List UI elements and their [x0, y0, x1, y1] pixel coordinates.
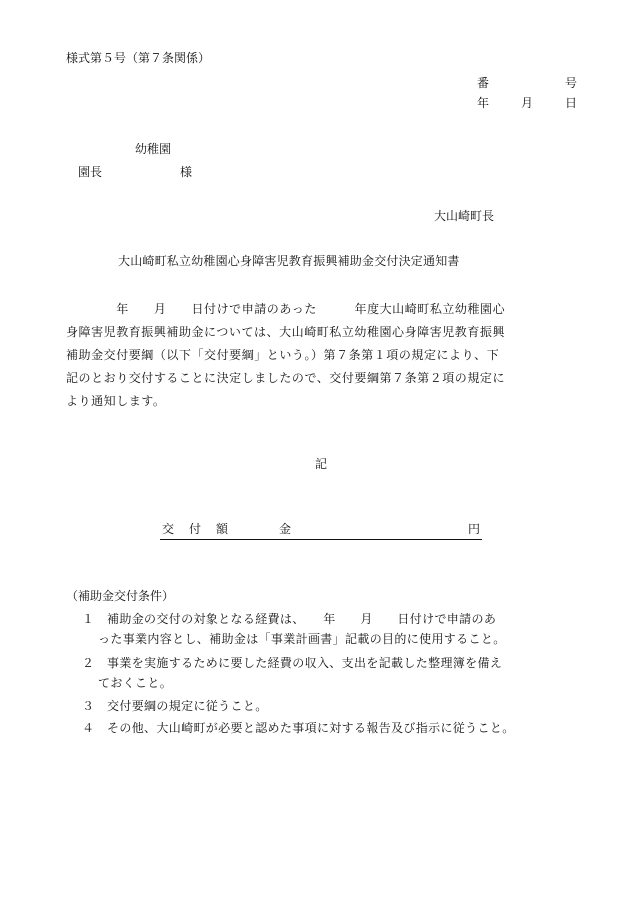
body-line: 補助金交付要綱（以下「交付要綱」という。）第７条第１項の規定により、下: [66, 348, 500, 362]
amount-label: 交付額: [162, 522, 244, 536]
recipient-kindergarten: 幼稚園: [135, 142, 172, 156]
form-reference: 様式第５号（第７条関係）: [66, 51, 211, 65]
condition-text-continued: った事業内容とし、補助金は「事業計画書」記載の目的に使用すること。: [98, 632, 506, 646]
body-line: 年 月 日付けで申請のあった 年度大山崎町私立幼稚園心: [66, 302, 506, 316]
honorific: 様: [180, 165, 193, 179]
condition-text: その他、大山崎町が必要と認めた事項に対する報告及び指示に従うこと。: [107, 721, 515, 735]
director-label: 園長: [78, 165, 103, 179]
document-title: 大山崎町私立幼稚園心身障害児教育振興補助金交付決定通知書: [118, 254, 460, 268]
ki-heading: 記: [315, 457, 328, 471]
document-number-row: [477, 77, 577, 89]
year-label: 年: [477, 96, 490, 110]
condition-text: 補助金の交付の対象となる経費は、 年 月 日付けで申請のあ: [107, 612, 497, 626]
condition-number: ２: [82, 656, 95, 670]
number-label: 番: [477, 76, 490, 90]
number-suffix: 号: [564, 76, 577, 90]
condition-text: 交付要綱の規定に従うこと。: [107, 699, 268, 713]
condition-text-continued: ておくこと。: [98, 676, 173, 690]
day-label: 日: [564, 96, 577, 110]
grant-amount-line: [160, 523, 482, 540]
condition-number: １: [82, 612, 95, 626]
sender: 大山崎町長: [434, 209, 495, 223]
amount-unit: 円: [467, 522, 480, 536]
condition-text: 事業を実施するために要した経費の収入、支出を記載した整理簿を備え: [107, 656, 503, 670]
conditions-heading: （補助金交付条件）: [66, 589, 175, 603]
issue-date-row: [477, 97, 577, 109]
condition-number: ４: [82, 721, 95, 735]
condition-number: ３: [82, 699, 95, 713]
amount-kin: 金: [279, 522, 292, 536]
body-line: より通知します。: [66, 394, 166, 408]
body-line: 身障害児教育振興補助金については、大山崎町私立幼稚園心身障害児教育振興: [66, 325, 506, 339]
month-label: 月: [520, 96, 533, 110]
body-line: 記のとおり交付することに決定しましたので、交付要綱第７条第２項の規定に: [66, 371, 506, 385]
body-paragraph: [66, 298, 578, 413]
recipient-director: [78, 165, 193, 179]
